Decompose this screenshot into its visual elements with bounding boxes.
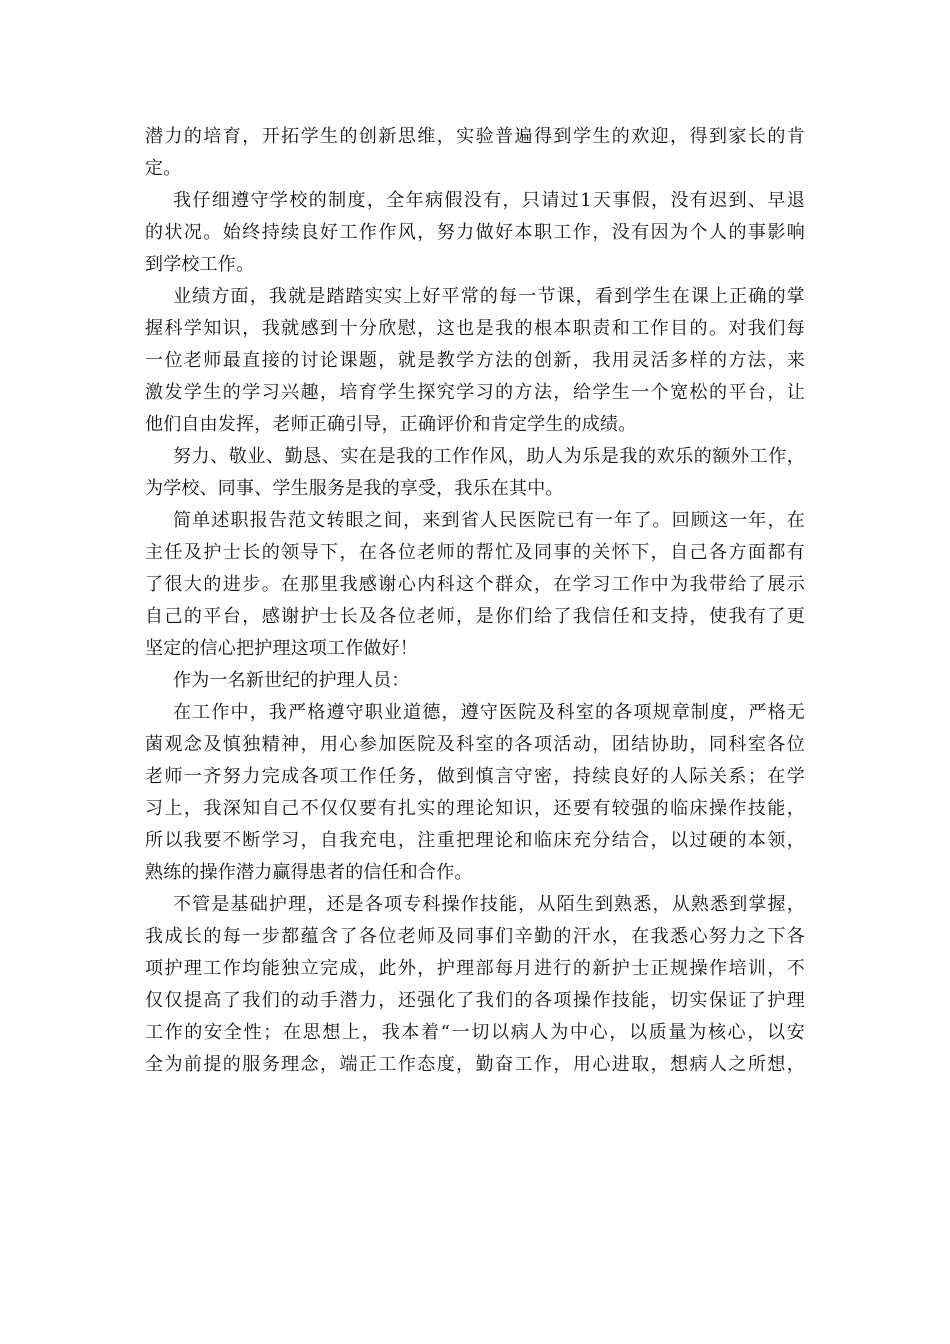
text-line: 定。: [145, 158, 182, 179]
text-line: 熟练的操作潜力赢得患者的信任和合作。: [145, 862, 473, 883]
document-body: [145, 121, 805, 1081]
text-line: 到学校工作。: [145, 254, 255, 275]
text-line: 项护理工作均能独立完成，此外，护理部每月进行的新护士正规操作培训，不: [145, 958, 805, 979]
text-line: 一位老师最直接的讨论课题，就是教学方法的创新，我用灵活多样的方法，来: [145, 350, 805, 371]
text-line: 简单述职报告范文转眼之间，来到省人民医院已有一年了。回顾这一年，在: [173, 510, 805, 531]
text-line: 习上，我深知自己不仅仅要有扎实的理论知识，还要有较强的临床操作技能，: [145, 798, 805, 819]
text-line: 潜力的培育，开拓学生的创新思维，实验普遍得到学生的欢迎，得到家长的肯: [145, 126, 805, 147]
text-line: 主任及护士长的领导下，在各位老师的帮忙及同事的关怀下，自己各方面都有: [145, 542, 805, 563]
text-line: 在工作中，我严格遵守职业道德，遵守医院及科室的各项规章制度，严格无: [173, 702, 805, 723]
text-line: 了很大的进步。在那里我感谢心内科这个群众，在学习工作中为我带给了展示: [145, 574, 805, 595]
text-line: 仅仅提高了我们的动手潜力，还强化了我们的各项操作技能，切实保证了护理: [145, 990, 805, 1011]
text-line: 我仔细遵守学校的制度，全年病假没有，只请过1天事假，没有迟到、早退: [173, 190, 805, 211]
text-line: 努力、敬业、勤恳、实在是我的工作作风，助人为乐是我的欢乐的额外工作，: [173, 446, 805, 467]
text-line: 握科学知识，我就感到十分欣慰，这也是我的根本职责和工作目的。对我们每: [145, 318, 805, 339]
text-line: 我成长的每一步都蕴含了各位老师及同事们辛勤的汗水，在我悉心努力之下各: [145, 926, 805, 947]
text-line: 作为一名新世纪的护理人员：: [173, 670, 410, 691]
text-line: 的状况。始终持续良好工作作风，努力做好本职工作，没有因为个人的事影响: [145, 222, 805, 243]
text-line: 老师一齐努力完成各项工作任务，做到慎言守密，持续良好的人际关系；在学: [145, 766, 805, 787]
text-line: 为学校、同事、学生服务是我的享受，我乐在其中。: [145, 478, 564, 499]
text-line: 激发学生的学习兴趣，培育学生探究学习的方法，给学生一个宽松的平台，让: [145, 382, 805, 403]
text-line: 业绩方面，我就是踏踏实实上好平常的每一节课，看到学生在课上正确的掌: [173, 286, 805, 307]
text-line: 所以我要不断学习，自我充电，注重把理论和临床充分结合，以过硬的本领，: [145, 830, 805, 851]
text-line: 菌观念及慎独精神，用心参加医院及科室的各项活动，团结协助，同科室各位: [145, 734, 805, 755]
text-line: 不管是基础护理，还是各项专科操作技能，从陌生到熟悉，从熟悉到掌握，: [173, 894, 805, 915]
text-line: 自己的平台，感谢护士长及各位老师，是你们给了我信任和支持，使我有了更: [145, 606, 805, 627]
text-line: 工作的安全性；在思想上，我本着“一切以病人为中心，以质量为核心，以安: [145, 1022, 805, 1043]
text-line: 坚定的信心把护理这项工作做好！: [145, 638, 418, 659]
text-line: 全为前提的服务理念，端正工作态度，勤奋工作，用心进取，想病人之所想，: [145, 1054, 805, 1075]
text-line: 他们自由发挥，老师正确引导，正确评价和肯定学生的成绩。: [145, 414, 637, 435]
